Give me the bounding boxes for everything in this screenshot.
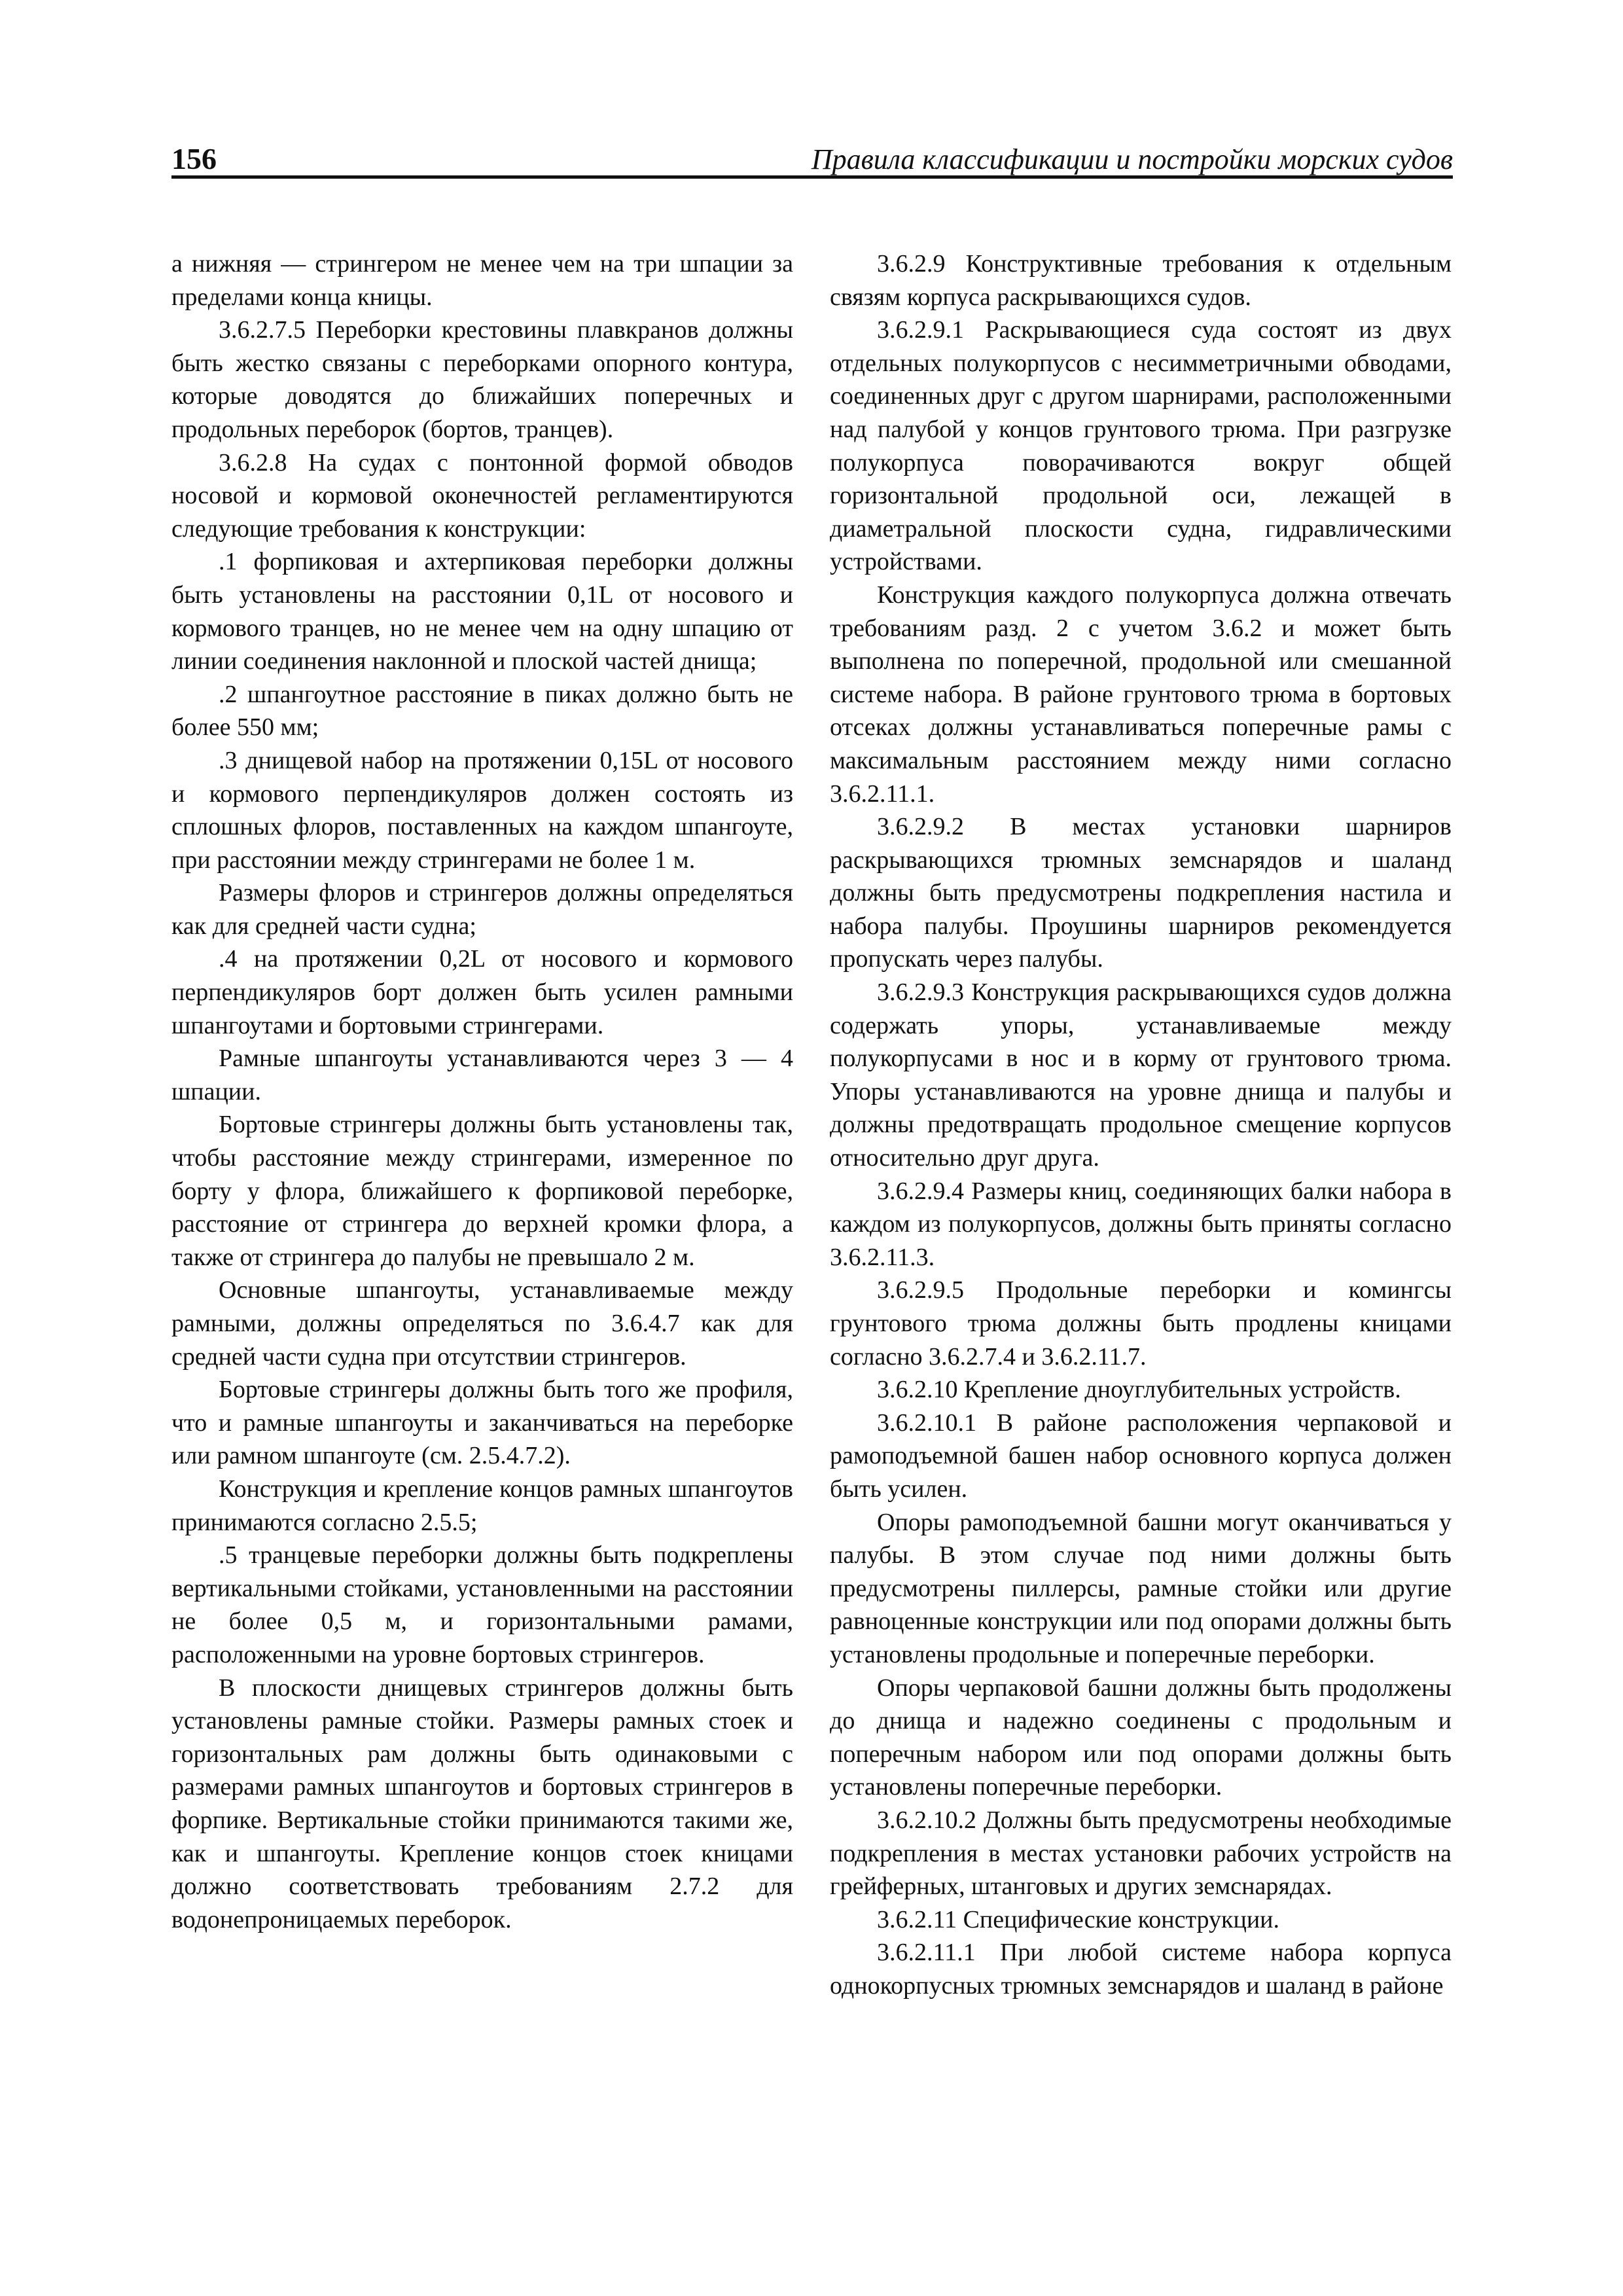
paragraph: 3.6.2.11 Специфические конструкции.	[877, 1905, 1279, 1933]
paragraph: .5 транцевые переборки должны быть подкреплены вертикальными стойками, установленными на расстоянии не более 0,5 м, и горизонтальными рамами, расположенными на уровне бортовых стрингеров.	[171, 1541, 793, 1668]
paragraph: 3.6.2.10.2 Должны быть предусмотрены необходимые подкрепления в местах установки рабочих устройств на грейферных, штанговых и других земснарядах.	[830, 1806, 1452, 1901]
paragraph: .3 днищевой набор на протяжении 0,15L от носового и кормового перпендикуляров должен состоять из сплошных флоров, поставленных на каждом шпангоуте, при расстоянии между стрингерами не более 1 м.	[171, 746, 793, 874]
paragraph: Опоры черпаковой башни должны быть продолжены до днища и надежно соединены с продольным и поперечным набором или под опорами должны быть установлены поперечные переборки.	[830, 1674, 1452, 1801]
left-column	[171, 247, 793, 1936]
paragraph: Бортовые стрингеры должны быть установлены так, чтобы расстояние между стрингерами, измеренное по борту у флора, ближайшего к форпиковой переборке, расстояние от стрингера до верхней кромки флора, а также от стрингера до палубы не превышало 2 м.	[171, 1111, 793, 1271]
paragraph: Основные шпангоуты, устанавливаемые между рамными, должны определяться по 3.6.4.7 как для средней части судна при отсутствии стрингеров.	[171, 1276, 793, 1371]
running-title: Правила классификации и постройки морских судов	[811, 143, 1453, 175]
paragraph: В плоскости днищевых стрингеров должны быть установлены рамные стойки. Размеры рамных стоек и горизонтальных рам должны быть одинаковыми с размерами рамных шпангоутов и бортовых стрингеров в форпике. Вертикальные стойки принимаются такими же, как и шпангоуты. Крепление концов стоек кницами должно соответствовать требованиям 2.7.2 для водонепроницаемых переборок.	[171, 1674, 793, 1933]
paragraph: 3.6.2.10 Крепление дноуглубительных устройств.	[877, 1376, 1401, 1404]
paragraph: 3.6.2.9 Конструктивные требования к отдельным связям корпуса раскрывающихся судов.	[830, 250, 1452, 311]
paragraph: Опоры рамоподъемной башни могут оканчиваться у палубы. В этом случае под ними должны быть предусмотрены пиллерсы, рамные стойки или другие равноценные конструкции или под опорами должны быть установлены продольные и поперечные переборки.	[830, 1508, 1452, 1668]
paragraph: .4 на протяжении 0,2L от носового и кормового перпендикуляров борт должен быть усилен рамными шпангоутами и бортовыми стрингерами.	[171, 945, 793, 1039]
paragraph: 3.6.2.7.5 Переборки крестовины плавкранов должны быть жестко связаны с переборками опорного контура, которые доводятся до ближайших поперечных и продольных переборок (бортов, транцев).	[171, 316, 793, 443]
paragraph: 3.6.2.9.1 Раскрывающиеся суда состоят из двух отдельных полукорпусов с несимметричными обводами, соединенных друг с другом шарнирами, расположенными над палубой у концов грунтового трюма. При разгрузке полукорпуса поворачиваются вокруг общей горизонтальной продольной оси, лежащей в диаметральной плоскости судна, гидравлическими устройствами.	[830, 316, 1452, 576]
paragraph: Рамные шпангоуты устанавливаются через 3 — 4 шпации.	[171, 1045, 793, 1105]
page-header	[171, 141, 1453, 180]
paragraph: .2 шпангоутное расстояние в пиках должно быть не более 550 мм;	[171, 680, 793, 742]
paragraph: 3.6.2.10.1 В районе расположения черпаковой и рамоподъемной башен набор основного корпуса должен быть усилен.	[830, 1408, 1452, 1503]
page-number: 156	[171, 142, 217, 175]
paragraph: 3.6.2.9.2 В местах установки шарниров раскрывающихся трюмных земснарядов и шаланд должны быть предусмотрены подкрепления настила и набора палубы. Проушины шарниров рекомендуется пропускать через палубы.	[830, 813, 1452, 973]
paragraph: 3.6.2.8 На судах с понтонной формой обводов носовой и кормовой оконечностей регламентируются следующие требования к конструкции:	[171, 448, 793, 543]
paragraph: а нижняя — стрингером не менее чем на три шпации за пределами конца кницы.	[171, 250, 793, 311]
paragraph: Бортовые стрингеры должны быть того же профиля, что и рамные шпангоуты и заканчиваться на переборке или рамном шпангоуте (см. 2.5.4.7.2).	[171, 1376, 793, 1470]
paragraph: Размеры флоров и стрингеров должны определяться как для средней части судна;	[171, 879, 793, 940]
header-rule	[171, 175, 1453, 179]
paragraph: 3.6.2.9.4 Размеры книц, соединяющих балки набора в каждом из полукорпусов, должны быть приняты согласно 3.6.2.11.3.	[830, 1177, 1452, 1271]
paragraph: Конструкция и крепление концов рамных шпангоутов принимаются согласно 2.5.5;	[171, 1475, 793, 1536]
paragraph: 3.6.2.11.1 При любой системе набора корпуса однокорпусных трюмных земснарядов и шаланд в районе	[830, 1939, 1452, 2000]
paragraph: .1 форпиковая и ахтерпиковая переборки должны быть установлены на расстоянии 0,1L от носового и кормового транцев, но не менее чем на одну шпацию от линии соединения наклонной и плоской частей днища;	[171, 548, 793, 675]
right-column	[830, 247, 1452, 2002]
paragraph: 3.6.2.9.5 Продольные переборки и комингсы грунтового трюма должны быть продлены кницами согласно 3.6.2.7.4 и 3.6.2.11.7.	[830, 1276, 1452, 1371]
paragraph: 3.6.2.9.3 Конструкция раскрывающихся судов должна содержать упоры, устанавливаемые между полукорпусами в нос и в корму от грунтового трюма. Упоры устанавливаются на уровне днища и палубы и должны предотвращать продольное смещение корпусов относительно друг друга.	[830, 978, 1452, 1172]
paragraph: Конструкция каждого полукорпуса должна отвечать требованиям разд. 2 с учетом 3.6.2 и может быть выполнена по поперечной, продольной или смешанной системе набора. В районе грунтового трюма в бортовых отсеках должны устанавливаться поперечные рамы с максимальным расстоянием между ними согласно 3.6.2.11.1.	[830, 581, 1452, 808]
